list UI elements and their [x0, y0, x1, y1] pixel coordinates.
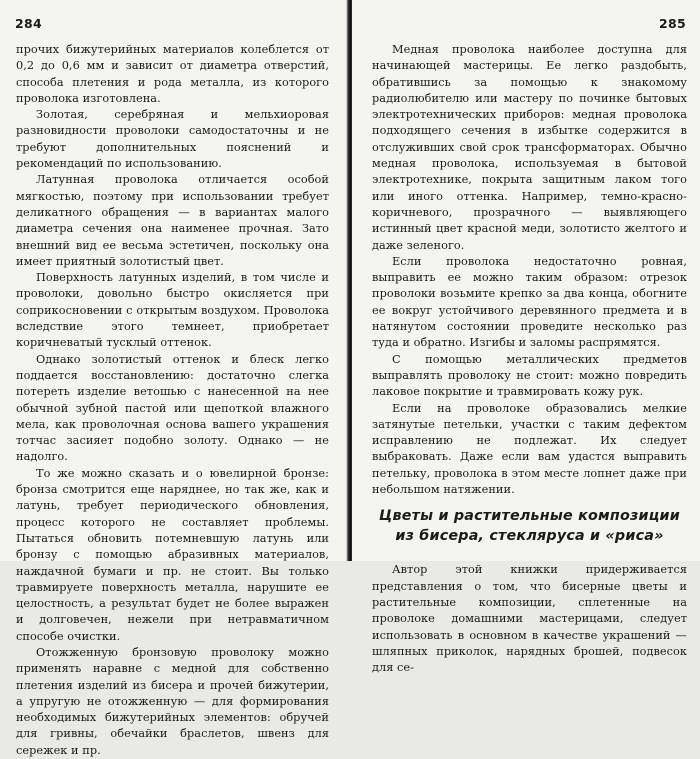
paragraph: Золотая, серебряная и мельхиоровая разновидности проволоки самодостаточны и не требуют дополнительных пояснений и рекомендаций по использованию.: [16, 108, 329, 171]
section-heading-line: Цветы и растительные композиции: [379, 508, 680, 525]
paragraph: Отожженную бронзовую проволоку можно применять наравне с медной для собственно плетения изделий из бисера и прочей бижутерии, а упругую не отожженную — для формирования необходимых бижутерийных элементов: обручей для гривны, обечайки браслетов, швенз для сережек и пр.: [16, 645, 329, 757]
paragraph: Однако золотистый оттенок и блеск легко поддается восстановлению: достаточно слегка потереть изделие ветошью с нанесенной на нее обычной зубной пастой или щепоткой влажного мела, как проволочная основа вашего украшения тотчас засияет подобно золоту. Однако — не надолго.: [16, 352, 329, 464]
paragraph: Автор этой книжки придерживается представления о том, что бисерные цветы и растительные композиции, сплетенные на проволоке домашними мастерицами, следует использовать в основном в качестве украшений — шляпных приколок, нарядных брошей, подвесок для се-: [372, 563, 687, 675]
left-page: [0, 0, 348, 757]
page-number: 284: [15, 16, 42, 31]
section-heading-line: из бисера, стекляруса и «риса»: [395, 528, 664, 545]
paragraph: Медная проволока наиболее доступна для начинающей мастерицы. Ее легко раздобыть, обратившись за помощью к знакомому радиолюбителю или мастеру по починке бытовых электротехнических приборов: медная проволока подходящего сечения в избытке содержится в отслуживших свой срок трансформаторах. Обычно медная проволока, используемая в бытовой электротехнике, покрыта защитным лаком того или иного оттенка. Например, темно-красно-коричневого, прозрачного — выявляющего истинный цвет красной меди, золотисто желтого и даже зеленого.: [372, 43, 687, 252]
paragraph: То же можно сказать и о ювелирной бронзе: бронза смотрится еще наряднее, но так же, как и латунь, требует периодического обновления, процесс которого не составляет проблемы. Пытаться обновить потемневшую латунь или бронзу с помощью абразивных материалов, наждачной бумаги и пр. не стоит. Вы только травмируете поверхность металла, нарушите ее целостность, а результат будет не более выражен и долговечен, нежели при нетравматичном способе очистки.: [16, 466, 329, 643]
page-number: 285: [659, 16, 686, 31]
paragraph: прочих бижутерийных материалов колеблется от 0,2 до 0,6 мм и зависит от диаметра отверстий, способа плетения и рода металла, из которого проволока изготовлена.: [16, 43, 329, 105]
paragraph: Латунная проволока отличается особой мягкостью, поэтому при использовании требует деликатного обращения — в вариантах малого диаметра сечения она наименее прочная. Зато внешний вид ее весьма эстетичен, поскольку она имеет приятный золотистый цвет.: [16, 173, 329, 268]
paragraph: Поверхность латунных изделий, в том числе и проволоки, довольно быстро окисляется при соприкосновении с открытым воздухом. Проволока вследствие этого темнеет, приобретает коричневатый тусклый оттенок.: [16, 271, 329, 350]
page-text: [372, 42, 687, 676]
right-page: [352, 0, 700, 675]
section-heading: [372, 506, 687, 546]
paragraph: Если проволока недостаточно ровная, выправить ее можно таким образом: отрезок проволоки возьмите крепко за два конца, обогните ее вокруг устойчивого деревянного предмета и в натянутом состоянии проведите несколько раз туда и обратно. Изгибы и заломы распрямятся.: [372, 254, 687, 350]
paragraph: Если на проволоке образовались мелкие затянутые петельки, участки с таким дефектом исправлению не подлежат. Их следует выбраковать. Даже если вам удастся выправить петельку, проволока в этом месте лопнет даже при небольшом натяжении.: [372, 401, 687, 497]
paragraph: С помощью металлических предметов выправлять проволоку не стоит: можно повредить лаковое покрытие и травмировать кожу рук.: [372, 352, 687, 399]
page-text: [16, 42, 329, 759]
